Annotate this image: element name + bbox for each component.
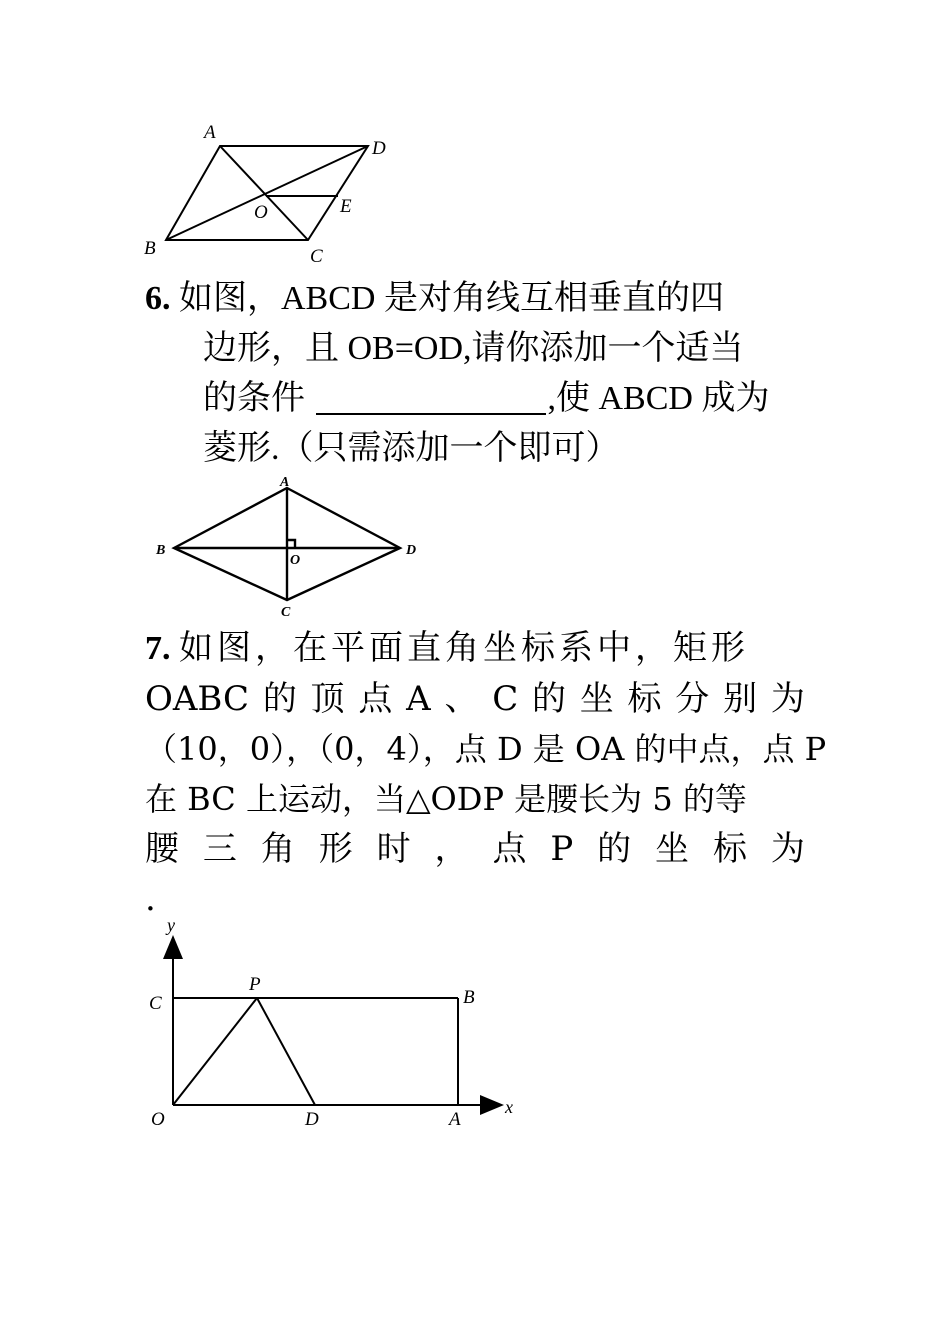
- question-text: .: [145, 879, 156, 919]
- question-text: ,使 ABCD 成为: [547, 380, 770, 417]
- question-text: 如图，ABCD 是对角线互相垂直的四: [179, 280, 724, 317]
- question-text: 的条件: [203, 380, 305, 417]
- label-b: B: [463, 987, 475, 1008]
- label-a: A: [204, 122, 216, 143]
- label-o: O: [151, 1109, 165, 1130]
- segment-pd: [257, 998, 315, 1105]
- question-text: 边形，且 OB=OD,请你添加一个适当: [203, 330, 744, 367]
- label-p: P: [249, 974, 261, 995]
- question-text: 在 BC 上运动，当△ODP 是腰长为 5 的等: [145, 780, 747, 818]
- label-c: C: [281, 605, 291, 620]
- label-a: A: [449, 1109, 461, 1130]
- label-a: A: [280, 475, 290, 490]
- question-text: （10，0），（0，4），点 D 是 OA 的中点，点 P: [145, 730, 827, 768]
- label-c: C: [310, 246, 323, 267]
- label-b: B: [156, 543, 166, 558]
- label-x: x: [505, 1097, 513, 1117]
- question-number: 7.: [145, 630, 171, 667]
- answer-blank[interactable]: [316, 379, 546, 415]
- parallelogram-figure: [140, 118, 400, 268]
- label-c: C: [149, 993, 162, 1014]
- label-o: O: [290, 553, 301, 568]
- question-number: 6.: [145, 280, 171, 317]
- label-d: D: [372, 138, 386, 159]
- label-y: y: [167, 915, 175, 935]
- label-d: D: [305, 1109, 319, 1130]
- label-d: D: [406, 543, 417, 558]
- coordinate-figure: [145, 915, 535, 1135]
- label-o: O: [254, 202, 268, 223]
- segment-op: [173, 998, 257, 1105]
- label-b: B: [144, 238, 156, 259]
- diagonal-ac: [220, 146, 308, 240]
- label-e: E: [340, 196, 352, 217]
- question-text: 如图，在平面直角坐标系中，矩形: [179, 630, 749, 667]
- question-text: 菱形.（只需添加一个即可）: [203, 430, 620, 467]
- question-text-justified: OABC 的 顶 点 A 、 C 的 坐 标 分 别 为: [145, 679, 805, 719]
- rhombus-figure: [150, 472, 440, 622]
- question-text-justified: 腰 三 角 形 时 ， 点 P 的 坐 标 为: [145, 829, 805, 869]
- right-angle-mark: [287, 540, 295, 548]
